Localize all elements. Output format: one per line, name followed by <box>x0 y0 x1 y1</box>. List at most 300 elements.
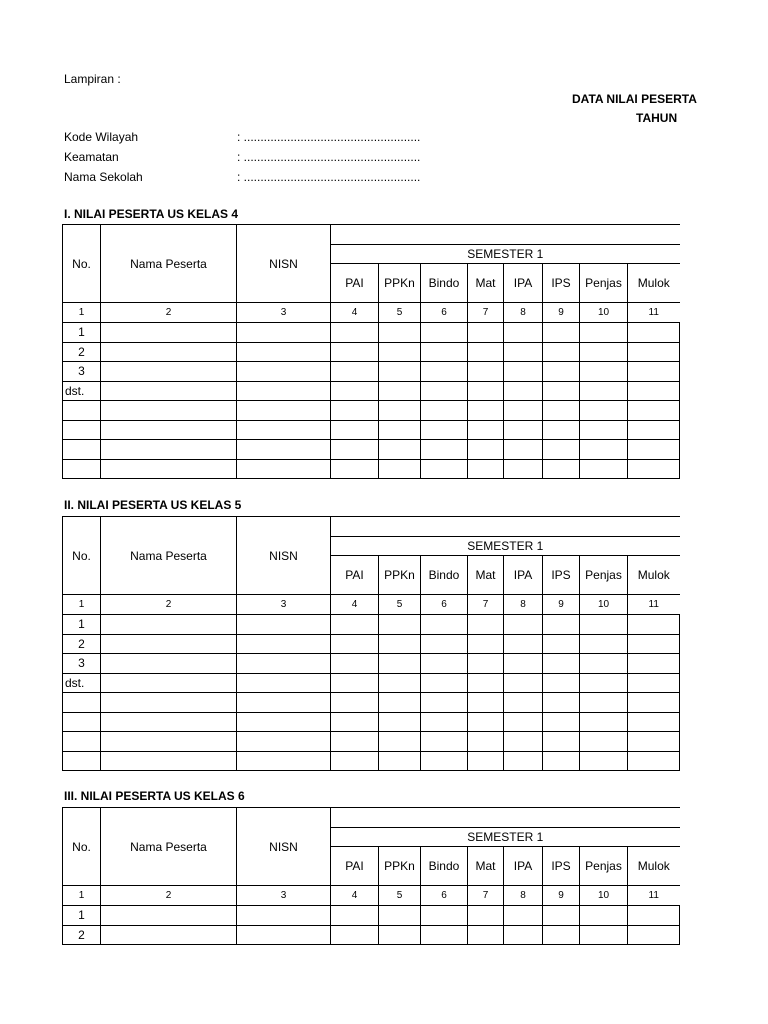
table-cell[interactable] <box>101 381 237 401</box>
table-row <box>63 906 680 926</box>
table-cell[interactable] <box>421 751 468 771</box>
table-cell[interactable] <box>543 615 580 635</box>
table-row <box>63 751 680 771</box>
table-cell[interactable] <box>237 459 331 479</box>
table-cell[interactable] <box>237 654 331 674</box>
table-cell[interactable] <box>628 342 680 362</box>
table-cell[interactable] <box>628 693 680 713</box>
table-cell[interactable] <box>628 323 680 343</box>
header-subject: Mat <box>468 847 504 886</box>
table-cell[interactable] <box>543 693 580 713</box>
row-number <box>63 401 101 421</box>
grade-table <box>62 807 680 945</box>
row-number: 2 <box>63 634 101 654</box>
row-number <box>63 712 101 732</box>
table-cell[interactable] <box>421 732 468 752</box>
row-number: 1 <box>63 323 101 343</box>
table-cell[interactable] <box>421 906 468 926</box>
column-number: 2 <box>101 886 237 906</box>
table-cell[interactable] <box>580 673 628 693</box>
section-title-kelas-5: II. NILAI PESERTA US KELAS 5 <box>64 498 242 512</box>
table-cell[interactable] <box>543 925 580 945</box>
header-subject: IPS <box>543 556 580 595</box>
table-cell[interactable] <box>580 712 628 732</box>
row-number: 3 <box>63 654 101 674</box>
table-cell[interactable] <box>580 323 628 343</box>
table-cell[interactable] <box>628 751 680 771</box>
table-cell[interactable] <box>504 615 543 635</box>
table-cell[interactable] <box>628 925 680 945</box>
table-cell[interactable] <box>628 712 680 732</box>
table-row <box>63 342 680 362</box>
table-cell[interactable] <box>580 925 628 945</box>
row-number <box>63 459 101 479</box>
column-number: 5 <box>379 595 421 615</box>
table-cell[interactable] <box>331 440 379 460</box>
header-subject: IPA <box>504 847 543 886</box>
table-cell[interactable] <box>628 362 680 382</box>
column-number: 3 <box>237 886 331 906</box>
header-subject: Mat <box>468 556 504 595</box>
table-cell[interactable] <box>237 925 331 945</box>
column-number: 1 <box>63 886 101 906</box>
table-cell[interactable] <box>628 654 680 674</box>
header-nisn: NISN <box>237 225 331 303</box>
table-cell[interactable] <box>101 673 237 693</box>
table-cell[interactable] <box>101 459 237 479</box>
table-cell[interactable] <box>379 323 421 343</box>
header-subject: Mulok <box>628 556 680 595</box>
table-cell[interactable] <box>580 634 628 654</box>
row-number: 1 <box>63 906 101 926</box>
column-number: 11 <box>628 886 680 906</box>
header-nama-peserta: Nama Peserta <box>101 517 237 595</box>
table-cell[interactable] <box>237 712 331 732</box>
row-number <box>63 732 101 752</box>
header-subject: PAI <box>331 556 379 595</box>
table-row <box>63 925 680 945</box>
table-cell[interactable] <box>379 673 421 693</box>
table-cell[interactable] <box>379 459 421 479</box>
section-title-kelas-4: I. NILAI PESERTA US KELAS 4 <box>64 207 239 221</box>
column-number: 8 <box>504 303 543 323</box>
table-row <box>63 459 680 479</box>
table-cell[interactable] <box>331 693 379 713</box>
table-cell[interactable] <box>101 323 237 343</box>
table-cell[interactable] <box>628 634 680 654</box>
table-cell[interactable] <box>237 362 331 382</box>
header-no: No. <box>63 517 101 595</box>
table-cell[interactable] <box>468 654 504 674</box>
table-cell[interactable] <box>468 323 504 343</box>
table-cell[interactable] <box>628 420 680 440</box>
table-cell[interactable] <box>543 906 580 926</box>
table-cell[interactable] <box>331 401 379 421</box>
row-number: 3 <box>63 362 101 382</box>
table-cell[interactable] <box>101 362 237 382</box>
table-cell[interactable] <box>543 362 580 382</box>
table-cell[interactable] <box>379 712 421 732</box>
table-cell[interactable] <box>421 654 468 674</box>
table-cell[interactable] <box>101 906 237 926</box>
table-cell[interactable] <box>379 732 421 752</box>
table-cell[interactable] <box>379 925 421 945</box>
table-cell[interactable] <box>237 615 331 635</box>
table-cell[interactable] <box>379 401 421 421</box>
row-number: dst. <box>63 381 101 401</box>
table-cell[interactable] <box>468 615 504 635</box>
table-cell[interactable] <box>468 381 504 401</box>
table-cell[interactable] <box>504 420 543 440</box>
column-number: 9 <box>543 886 580 906</box>
table-cell[interactable] <box>468 732 504 752</box>
table-row <box>63 401 680 421</box>
table-cell[interactable] <box>628 615 680 635</box>
table-cell[interactable] <box>331 342 379 362</box>
table-cell[interactable] <box>331 712 379 732</box>
header-nama-peserta: Nama Peserta <box>101 808 237 886</box>
table-cell[interactable] <box>101 751 237 771</box>
header-semester: SEMESTER 1 <box>331 537 680 556</box>
header-subject: Penjas <box>580 264 628 303</box>
column-number: 7 <box>468 303 504 323</box>
column-number: 9 <box>543 595 580 615</box>
table-cell[interactable] <box>421 634 468 654</box>
table-cell[interactable] <box>504 440 543 460</box>
header-no: No. <box>63 808 101 886</box>
table-row <box>63 712 680 732</box>
table-cell[interactable] <box>331 906 379 926</box>
table-cell[interactable] <box>331 362 379 382</box>
header-nama-peserta: Nama Peserta <box>101 225 237 303</box>
table-cell[interactable] <box>468 673 504 693</box>
table-cell[interactable] <box>504 906 543 926</box>
section-title-kelas-6: III. NILAI PESERTA US KELAS 6 <box>64 789 245 803</box>
header-subject: Mulok <box>628 264 680 303</box>
table-cell[interactable] <box>580 459 628 479</box>
table-cell[interactable] <box>504 381 543 401</box>
table-cell[interactable] <box>468 693 504 713</box>
header-subject: Penjas <box>580 847 628 886</box>
table-cell[interactable] <box>543 459 580 479</box>
column-number: 11 <box>628 595 680 615</box>
lampiran-label: Lampiran : <box>64 72 121 86</box>
table-row <box>63 654 680 674</box>
row-number: 1 <box>63 615 101 635</box>
table-cell[interactable] <box>331 673 379 693</box>
table-cell[interactable] <box>543 420 580 440</box>
table-cell[interactable] <box>543 401 580 421</box>
table-cell[interactable] <box>421 362 468 382</box>
header-semester: SEMESTER 1 <box>331 245 680 264</box>
table-cell[interactable] <box>379 751 421 771</box>
table-cell[interactable] <box>379 906 421 926</box>
table-cell[interactable] <box>421 712 468 732</box>
column-number: 3 <box>237 303 331 323</box>
table-cell[interactable] <box>543 634 580 654</box>
table-cell[interactable] <box>331 751 379 771</box>
table-cell[interactable] <box>421 381 468 401</box>
table-cell[interactable] <box>504 654 543 674</box>
table-cell[interactable] <box>379 362 421 382</box>
table-cell[interactable] <box>421 401 468 421</box>
table-cell[interactable] <box>421 459 468 479</box>
header-nisn: NISN <box>237 517 331 595</box>
table-cell[interactable] <box>237 401 331 421</box>
table-cell[interactable] <box>237 420 331 440</box>
column-number: 4 <box>331 303 379 323</box>
table-cell[interactable] <box>331 654 379 674</box>
table-cell[interactable] <box>237 693 331 713</box>
table-cell[interactable] <box>543 440 580 460</box>
header-subject: PAI <box>331 847 379 886</box>
column-number: 10 <box>580 886 628 906</box>
table-cell[interactable] <box>543 732 580 752</box>
table-row <box>63 362 680 382</box>
header-subject: Bindo <box>421 847 468 886</box>
column-number: 6 <box>421 595 468 615</box>
table-cell[interactable] <box>421 673 468 693</box>
table-cell[interactable] <box>101 615 237 635</box>
header-subject: Mat <box>468 264 504 303</box>
table-row <box>63 440 680 460</box>
table-cell[interactable] <box>101 693 237 713</box>
table-row <box>63 323 680 343</box>
nama-sekolah-label: Nama Sekolah <box>64 170 143 184</box>
table-cell[interactable] <box>379 634 421 654</box>
table-cell[interactable] <box>580 342 628 362</box>
table-cell[interactable] <box>468 634 504 654</box>
table-cell[interactable] <box>628 381 680 401</box>
table-cell[interactable] <box>628 906 680 926</box>
table-cell[interactable] <box>504 693 543 713</box>
header-subject: PAI <box>331 264 379 303</box>
table-cell[interactable] <box>379 342 421 362</box>
table-cell[interactable] <box>504 712 543 732</box>
column-number: 8 <box>504 886 543 906</box>
document-subtitle: TAHUN <box>636 111 678 125</box>
column-number: 8 <box>504 595 543 615</box>
table-row <box>63 634 680 654</box>
column-number: 9 <box>543 303 580 323</box>
column-number: 4 <box>331 886 379 906</box>
table-cell[interactable] <box>421 615 468 635</box>
table-cell[interactable] <box>237 906 331 926</box>
table-cell[interactable] <box>331 925 379 945</box>
table-cell[interactable] <box>237 381 331 401</box>
row-number: 2 <box>63 342 101 362</box>
grade-table <box>62 224 680 479</box>
header-subject: PPKn <box>379 847 421 886</box>
column-number: 5 <box>379 303 421 323</box>
table-cell[interactable] <box>504 323 543 343</box>
table-row <box>63 615 680 635</box>
header-subject: IPA <box>504 556 543 595</box>
table-cell[interactable] <box>101 732 237 752</box>
table-cell[interactable] <box>468 420 504 440</box>
table-cell[interactable] <box>468 401 504 421</box>
table-cell[interactable] <box>331 615 379 635</box>
table-cell[interactable] <box>543 712 580 732</box>
column-number: 10 <box>580 303 628 323</box>
table-cell[interactable] <box>331 323 379 343</box>
table-cell[interactable] <box>628 440 680 460</box>
table-cell[interactable] <box>468 362 504 382</box>
table-cell[interactable] <box>331 420 379 440</box>
nama-sekolah-value: : ..................................................... <box>237 170 421 184</box>
column-number: 4 <box>331 595 379 615</box>
column-number: 1 <box>63 595 101 615</box>
table-row <box>63 381 680 401</box>
table-cell[interactable] <box>237 751 331 771</box>
table-cell[interactable] <box>379 420 421 440</box>
header-subject: Mulok <box>628 847 680 886</box>
header-semester: SEMESTER 1 <box>331 828 680 847</box>
table-cell[interactable] <box>101 401 237 421</box>
column-number: 6 <box>421 886 468 906</box>
table-cell[interactable] <box>628 459 680 479</box>
table-cell[interactable] <box>580 615 628 635</box>
header-top-band <box>331 808 680 828</box>
header-top-band <box>331 517 680 537</box>
table-cell[interactable] <box>237 323 331 343</box>
table-cell[interactable] <box>580 693 628 713</box>
keamatan-label: Keamatan <box>64 150 119 164</box>
table-cell[interactable] <box>543 654 580 674</box>
keamatan-value: : ..................................................... <box>237 150 421 164</box>
column-number: 7 <box>468 886 504 906</box>
table-row <box>63 732 680 752</box>
table-cell[interactable] <box>580 654 628 674</box>
row-number <box>63 420 101 440</box>
table-cell[interactable] <box>504 401 543 421</box>
row-number <box>63 693 101 713</box>
table-cell[interactable] <box>421 420 468 440</box>
column-number: 6 <box>421 303 468 323</box>
table-cell[interactable] <box>331 459 379 479</box>
table-cell[interactable] <box>421 925 468 945</box>
table-cell[interactable] <box>504 459 543 479</box>
table-cell[interactable] <box>504 342 543 362</box>
table-cell[interactable] <box>237 634 331 654</box>
column-number: 1 <box>63 303 101 323</box>
column-number: 5 <box>379 886 421 906</box>
row-number: dst. <box>63 673 101 693</box>
table-cell[interactable] <box>421 342 468 362</box>
table-cell[interactable] <box>421 323 468 343</box>
table-cell[interactable] <box>468 925 504 945</box>
table-cell[interactable] <box>580 420 628 440</box>
table-cell[interactable] <box>504 634 543 654</box>
table-cell[interactable] <box>379 654 421 674</box>
kode-wilayah-value: : ..................................................... <box>237 130 421 144</box>
table-cell[interactable] <box>580 381 628 401</box>
row-number: 2 <box>63 925 101 945</box>
table-cell[interactable] <box>543 342 580 362</box>
table-cell[interactable] <box>504 673 543 693</box>
table-cell[interactable] <box>580 401 628 421</box>
row-number <box>63 440 101 460</box>
header-no: No. <box>63 225 101 303</box>
table-cell[interactable] <box>379 381 421 401</box>
table-cell[interactable] <box>543 381 580 401</box>
table-cell[interactable] <box>237 342 331 362</box>
grade-table <box>62 516 680 771</box>
table-cell[interactable] <box>504 732 543 752</box>
table-cell[interactable] <box>101 654 237 674</box>
header-subject: Bindo <box>421 264 468 303</box>
table-cell[interactable] <box>628 401 680 421</box>
table-row <box>63 673 680 693</box>
table-cell[interactable] <box>468 342 504 362</box>
table-cell[interactable] <box>237 673 331 693</box>
table-cell[interactable] <box>543 673 580 693</box>
column-number: 3 <box>237 595 331 615</box>
table-cell[interactable] <box>101 420 237 440</box>
table-cell[interactable] <box>468 440 504 460</box>
table-cell[interactable] <box>237 732 331 752</box>
table-cell[interactable] <box>468 459 504 479</box>
table-cell[interactable] <box>580 440 628 460</box>
table-cell[interactable] <box>543 751 580 771</box>
table-cell[interactable] <box>543 323 580 343</box>
table-cell[interactable] <box>379 615 421 635</box>
document-title: DATA NILAI PESERTA <box>572 92 697 106</box>
table-cell[interactable] <box>331 381 379 401</box>
table-cell[interactable] <box>504 751 543 771</box>
header-subject: IPS <box>543 847 580 886</box>
column-number: 10 <box>580 595 628 615</box>
header-subject: IPS <box>543 264 580 303</box>
header-subject: Penjas <box>580 556 628 595</box>
table-cell[interactable] <box>101 634 237 654</box>
table-cell[interactable] <box>379 440 421 460</box>
header-subject: IPA <box>504 264 543 303</box>
table-cell[interactable] <box>379 693 421 713</box>
row-number <box>63 751 101 771</box>
table-cell[interactable] <box>421 440 468 460</box>
table-cell[interactable] <box>331 634 379 654</box>
table-cell[interactable] <box>421 693 468 713</box>
table-cell[interactable] <box>580 751 628 771</box>
table-cell[interactable] <box>628 673 680 693</box>
table-cell[interactable] <box>101 440 237 460</box>
table-cell[interactable] <box>580 732 628 752</box>
table-row <box>63 420 680 440</box>
column-number: 2 <box>101 595 237 615</box>
table-cell[interactable] <box>580 906 628 926</box>
table-cell[interactable] <box>331 732 379 752</box>
table-cell[interactable] <box>628 732 680 752</box>
table-row <box>63 693 680 713</box>
column-number: 7 <box>468 595 504 615</box>
table-cell[interactable] <box>101 342 237 362</box>
table-cell[interactable] <box>468 906 504 926</box>
header-subject: PPKn <box>379 264 421 303</box>
header-subject: PPKn <box>379 556 421 595</box>
table-cell[interactable] <box>237 440 331 460</box>
table-cell[interactable] <box>101 712 237 732</box>
table-cell[interactable] <box>580 362 628 382</box>
column-number: 2 <box>101 303 237 323</box>
table-cell[interactable] <box>101 925 237 945</box>
table-cell[interactable] <box>504 362 543 382</box>
kode-wilayah-label: Kode Wilayah <box>64 130 139 144</box>
table-cell[interactable] <box>468 712 504 732</box>
table-cell[interactable] <box>468 751 504 771</box>
table-cell[interactable] <box>504 925 543 945</box>
header-top-band <box>331 225 680 245</box>
